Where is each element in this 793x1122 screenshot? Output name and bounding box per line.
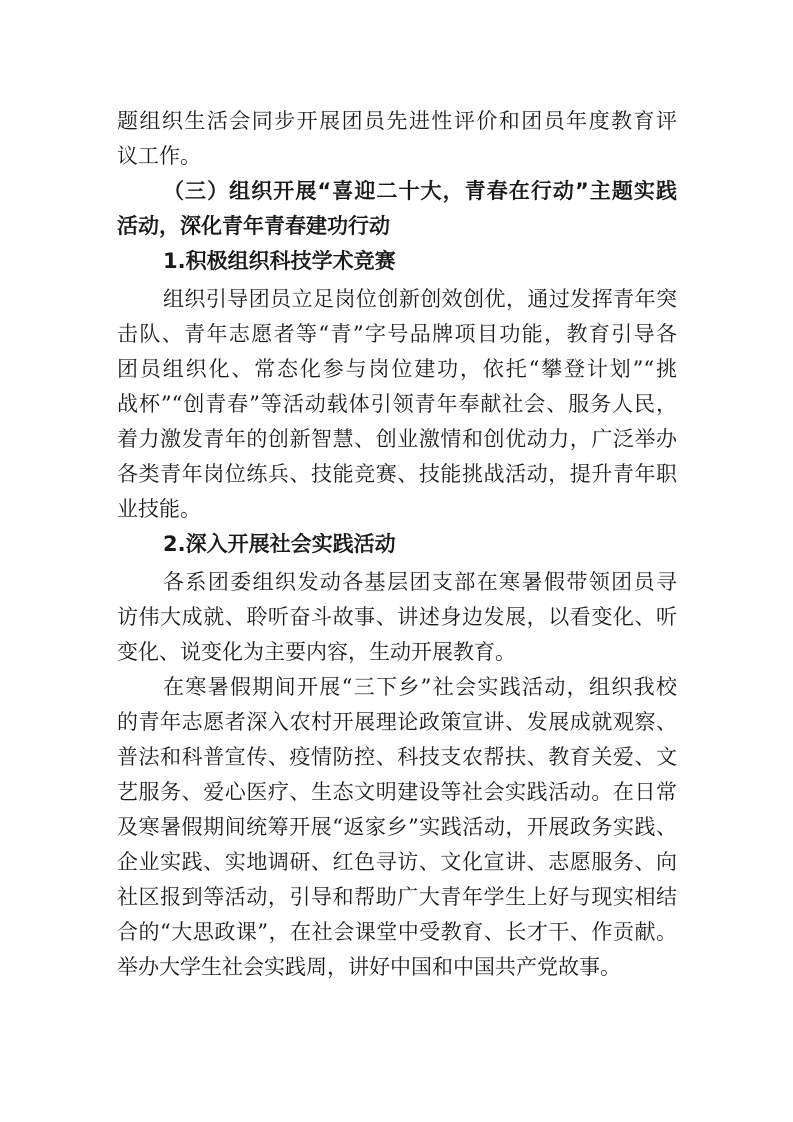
body-text-line: 各系团委组织发动各基层团支部在寒暑假带领团员寻 xyxy=(163,570,677,594)
body-text-line: 击队、青年志愿者等“青”字号品牌项目功能，教育引导各 xyxy=(117,322,677,346)
body-text-line: 组织引导团员立足岗位创新创效创优，通过发挥青年突 xyxy=(163,287,677,311)
body-text-line: 团员组织化、常态化参与岗位建功，依托“攀登计划”“挑 xyxy=(117,357,677,381)
body-text-line: 议工作。 xyxy=(117,144,201,168)
body-text-line: 普法和科普宣传、疫情防控、科技支农帮扶、教育关爱、文 xyxy=(117,745,677,769)
body-text-line: 社区报到等活动，引导和帮助广大青年学生上好与现实相结 xyxy=(117,885,677,909)
body-text-line: 的青年志愿者深入农村开展理论政策宣讲、发展成就观察、 xyxy=(117,710,677,734)
body-text-line: 合的“大思政课”，在社会课堂中受教育、长才干、作贡献。 xyxy=(117,920,677,944)
body-text-line: 各类青年岗位练兵、技能竞赛、技能挑战活动，提升青年职 xyxy=(117,462,677,486)
body-text-line: 着力激发青年的创新智慧、创业激情和创优动力，广泛举办 xyxy=(117,427,677,451)
body-text-line: 及寒暑假期间统筹开展“返家乡”实践活动，开展政务实践、 xyxy=(117,815,677,839)
body-text-line: 题组织生活会同步开展团员先进性评价和团员年度教育评 xyxy=(117,109,677,133)
section-heading: 活动，深化青年青春建功行动 xyxy=(117,214,390,238)
body-text-line: 变化、说变化为主要内容，生动开展教育。 xyxy=(117,640,516,664)
subsection-title: 2.深入开展社会实践活动 xyxy=(163,532,396,556)
section-heading: （三）组织开展“喜迎二十大，青春在行动”主题实践 xyxy=(163,179,677,203)
body-text-line: 业技能。 xyxy=(117,497,201,521)
body-text-line: 艺服务、爱心医疗、生态文明建设等社会实践活动。在日常 xyxy=(117,780,677,804)
body-text-line: 战杯”“创青春”等活动载体引领青年奉献社会、服务人民， xyxy=(117,392,677,416)
body-text-line: 企业实践、实地调研、红色寻访、文化宣讲、志愿服务、向 xyxy=(117,850,677,874)
subsection-title: 1.积极组织科技学术竞赛 xyxy=(163,249,396,273)
body-text-line: 举办大学生社会实践周，讲好中国和中国共产党故事。 xyxy=(117,955,621,979)
body-text-line: 访伟大成就、聆听奋斗故事、讲述身边发展，以看变化、听 xyxy=(117,605,677,629)
body-text-line: 在寒暑假期间开展“三下乡”社会实践活动，组织我校 xyxy=(163,675,677,699)
